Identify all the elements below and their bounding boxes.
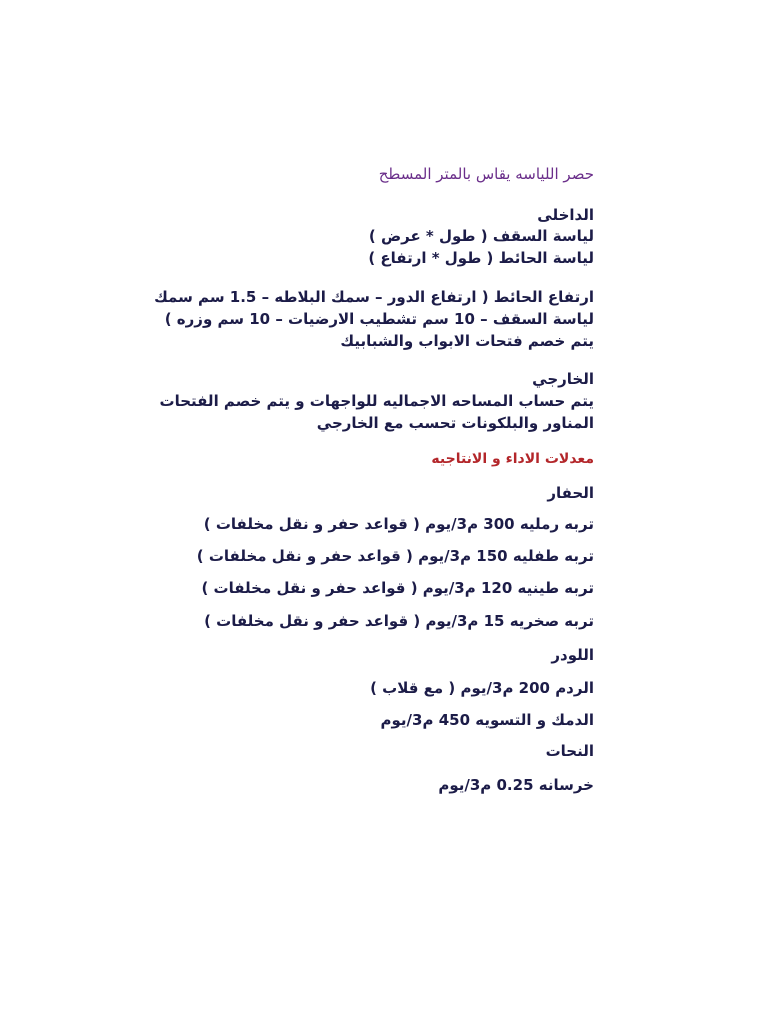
excavation-line-sandy: تربه رمليه 300 م3/يوم ( قواعد حفر و نقل مخلفات ) bbox=[203, 515, 594, 533]
external-line-1: يتم حساب المساحه الاجماليه للواجهات و يتم خصم الفتحات bbox=[159, 392, 594, 410]
wall-height-line-1: ارتفاع الحائط ( ارتفاع الدور – سمك البلاطه – 1.5 سم سمك bbox=[154, 288, 594, 306]
excavation-line-rock: تربه صخريه 15 م3/يوم ( قواعد حفر و نقل مخلفات ) bbox=[204, 612, 594, 630]
excavation-line-mud: تربه طينيه 120 م3/يوم ( قواعد حفر و نقل مخلفات ) bbox=[201, 579, 594, 597]
document-title: حصر اللياسه يقاس بالمتر المسطح bbox=[378, 165, 594, 183]
external-line-2: المناور والبلكونات تحسب مع الخارجي bbox=[316, 414, 594, 432]
excavation-heading: الحفار bbox=[547, 484, 594, 502]
internal-line-wall: لياسة الحائط ( طول * ارتفاع ) bbox=[368, 249, 594, 267]
wall-height-line-3: يتم خصم فتحات الابواب والشبابيك bbox=[340, 332, 594, 350]
excavation-line-clay: تربه طفليه 150 م3/يوم ( قواعد حفر و نقل مخلفات ) bbox=[196, 547, 594, 565]
rates-heading: معدلات الاداء و الانتاجيه bbox=[431, 451, 594, 467]
internal-line-ceiling: لياسة السقف ( طول * عرض ) bbox=[368, 227, 594, 245]
wall-height-line-2: لياسة السقف – 10 سم تشطيب الارضيات – 10 سم وزره ) bbox=[164, 310, 594, 328]
loader-heading: اللودر bbox=[551, 646, 594, 664]
loader-line-compaction: الدمك و التسويه 450 م3/يوم bbox=[380, 711, 594, 729]
external-heading: الخارجي bbox=[532, 370, 594, 388]
carpenter-line-concrete: خرسانه 0.25 م3/يوم bbox=[438, 776, 594, 794]
internal-heading: الداخلى bbox=[537, 206, 594, 224]
loader-line-backfill: الردم 200 م3/يوم ( مع قلاب ) bbox=[370, 679, 594, 697]
carpenter-heading: النحات bbox=[545, 742, 594, 760]
